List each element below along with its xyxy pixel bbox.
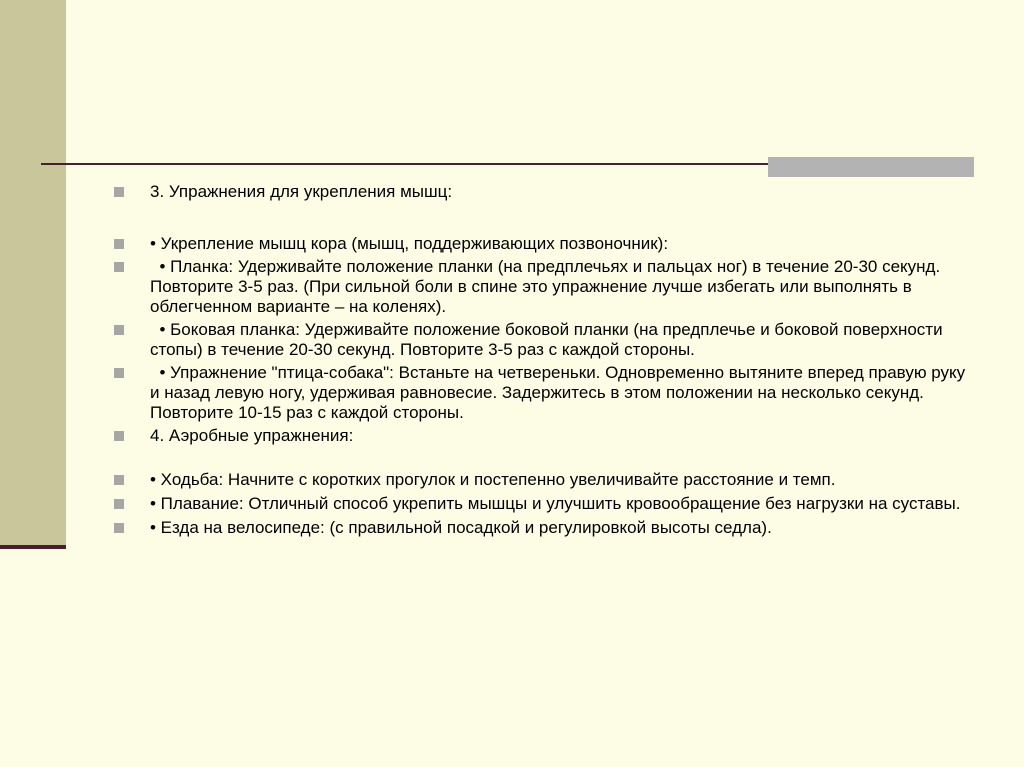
list-item [114,494,974,514]
list-item [114,257,974,317]
square-bullet-icon [114,368,124,378]
list-item-text: 4. Аэробные упражнения: [150,426,354,445]
list-item-text: • Плавание: Отличный способ укрепить мышцы и улучшить кровообращение без нагрузки на суставы. [150,494,961,513]
square-bullet-icon [114,523,124,533]
list-item [114,234,974,254]
list-item-text: • Ходьба: Начните с коротких прогулок и постепенно увеличивайте расстояние и темп. [150,470,836,489]
list-item [114,363,974,423]
list-item-text: • Упражнение "птица-собака": Встаньте на четвереньки. Одновременно вытяните вперед правую руку и назад левую ногу, удерживая равновесие. Задержитесь в этом положении на несколько секунд. Повторите 10-15 раз с каждой стороны. [150,363,970,422]
square-bullet-icon [114,325,124,335]
side-decor-band [0,0,66,547]
list-item-text: • Планка: Удерживайте положение планки (на предплечьях и пальцах ног) в течение 20-30 секунд. Повторите 3-5 раз. (При сильной боли в спине это упражнение лучше избегать или выполнять в облегченном варианте – на коленях). [150,257,945,316]
square-bullet-icon [114,262,124,272]
list-item-text: • Езда на велосипеде: (с правильной посадкой и регулировкой высоты седла). [150,518,772,537]
list-item-text: • Боковая планка: Удерживайте положение боковой планки (на предплечье и боковой поверхности стопы) в течение 20-30 секунд. Повторите 3-5 раз с каждой стороны. [150,320,948,359]
square-bullet-icon [114,431,124,441]
square-bullet-icon [114,475,124,485]
list-item-text: 3. Упражнения для укрепления мышц: [150,182,453,201]
list-item [114,518,974,538]
list-item [114,182,974,202]
side-decor-rule [0,545,66,549]
accent-bar [768,157,974,177]
square-bullet-icon [114,239,124,249]
list-item [114,320,974,360]
square-bullet-icon [114,187,124,197]
square-bullet-icon [114,499,124,509]
bullet-list [114,176,974,538]
list-item-text: • Укрепление мышц кора (мышц, поддерживающих позвоночник): [150,234,669,253]
list-item [114,470,974,490]
list-item [114,426,974,446]
